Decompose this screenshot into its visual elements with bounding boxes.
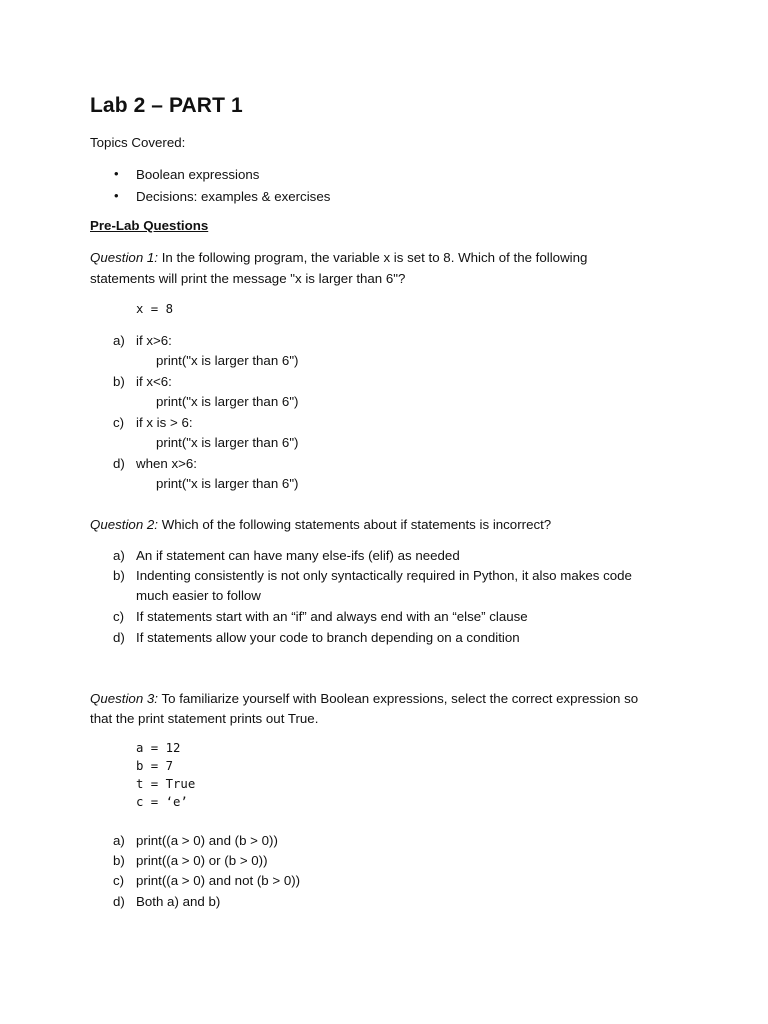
- code-line: b = 7: [136, 759, 174, 773]
- option-letter: d): [113, 456, 125, 471]
- question-1-label: Question 1:: [90, 250, 159, 265]
- code-line: x = 8: [136, 302, 174, 316]
- question-2-label: Question 2:: [90, 517, 159, 532]
- bullet-icon: •: [114, 166, 119, 181]
- prelab-heading: Pre-Lab Questions: [90, 218, 209, 233]
- option-sub-line: print("x is larger than 6"): [156, 435, 299, 450]
- option-line: when x>6:: [136, 456, 197, 471]
- topics-label: Topics Covered:: [90, 135, 186, 150]
- option-sub-line: print("x is larger than 6"): [156, 394, 299, 409]
- option-line: Indenting consistently is not only syntactically required in Python, it also makes code: [136, 568, 632, 583]
- option-line: If statements start with an “if” and always end with an “else” clause: [136, 609, 528, 624]
- option-line: An if statement can have many else-ifs (elif) as needed: [136, 548, 460, 563]
- option-letter: b): [113, 853, 125, 868]
- option-letter: b): [113, 374, 125, 389]
- option-line: print((a > 0) and not (b > 0)): [136, 873, 301, 888]
- option-letter: a): [113, 833, 125, 848]
- option-letter: b): [113, 568, 125, 583]
- option-line: if x<6:: [136, 374, 172, 389]
- question-2-text: [90, 517, 551, 532]
- question-3-line: To familiarize yourself with Boolean expressions, select the correct expression so: [158, 691, 639, 706]
- topic-item: Decisions: examples & exercises: [136, 189, 331, 204]
- option-line: If statements allow your code to branch depending on a condition: [136, 630, 520, 645]
- question-3-line-2: that the print statement prints out True.: [90, 711, 319, 726]
- page-title: Lab 2 – PART 1: [90, 94, 243, 117]
- option-letter: c): [113, 873, 125, 888]
- option-letter: d): [113, 630, 125, 645]
- question-2-line: Which of the following statements about if statements is incorrect?: [158, 517, 552, 532]
- question-3-label: Question 3:: [90, 691, 159, 706]
- question-1-line-2: statements will print the message "x is larger than 6"?: [90, 271, 406, 286]
- option-line: Both a) and b): [136, 894, 221, 909]
- option-letter: c): [113, 415, 125, 430]
- option-line: if x is > 6:: [136, 415, 193, 430]
- option-letter: a): [113, 333, 125, 348]
- option-letter: c): [113, 609, 125, 624]
- option-letter: d): [113, 894, 125, 909]
- option-line: if x>6:: [136, 333, 172, 348]
- code-line: a = 12: [136, 741, 181, 755]
- topic-item: Boolean expressions: [136, 167, 260, 182]
- option-line: print((a > 0) and (b > 0)): [136, 833, 278, 848]
- code-line: c = ‘e’: [136, 795, 188, 809]
- option-sub-line: print("x is larger than 6"): [156, 476, 299, 491]
- bullet-icon: •: [114, 188, 119, 203]
- option-line-continued: much easier to follow: [136, 588, 261, 603]
- question-3-text: [90, 691, 638, 706]
- option-letter: a): [113, 548, 125, 563]
- option-line: print((a > 0) or (b > 0)): [136, 853, 268, 868]
- question-1-text: [90, 250, 587, 265]
- question-1-line: In the following program, the variable x is set to 8. Which of the following: [158, 250, 588, 265]
- code-line: t = True: [136, 777, 196, 791]
- option-sub-line: print("x is larger than 6"): [156, 353, 299, 368]
